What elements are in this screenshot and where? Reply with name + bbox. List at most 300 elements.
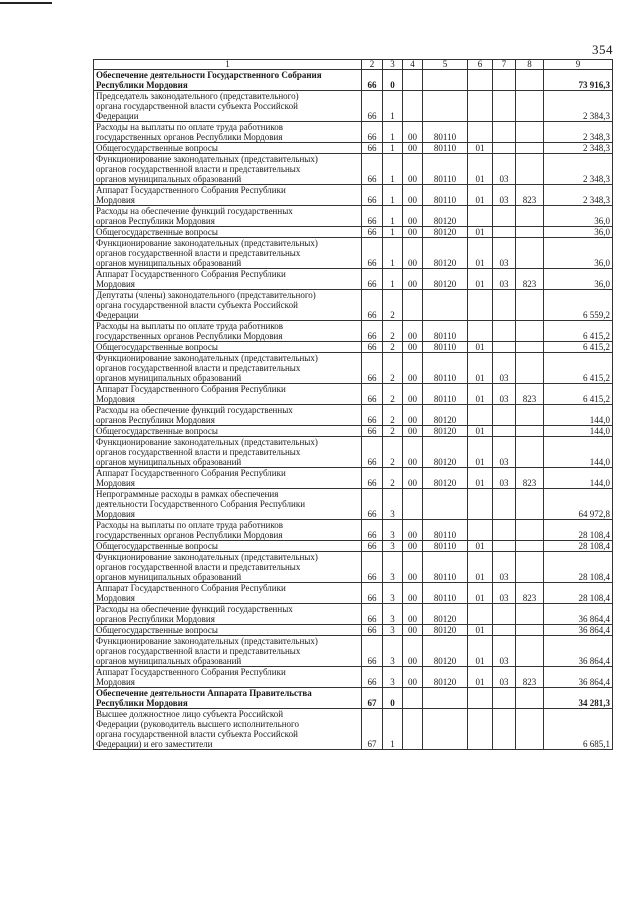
- code-cell-c6: 01: [468, 384, 493, 405]
- description-line: Республики Мордовия: [96, 80, 188, 90]
- code-cell-c7: [493, 290, 516, 321]
- amount-cell: 36,0: [544, 269, 613, 290]
- code-cell-c7: [493, 709, 516, 750]
- code-cell-c4: 00: [403, 405, 423, 426]
- description-line: органов государственной власти и представительных: [96, 447, 301, 457]
- code-cell-c5: 80120: [423, 636, 468, 667]
- code-cell-c4: 00: [403, 667, 423, 688]
- code-cell-c3: 2: [383, 321, 403, 342]
- code-cell-c5: 80120: [423, 667, 468, 688]
- code-cell-c3: 3: [383, 520, 403, 541]
- code-cell-c6: [468, 321, 493, 342]
- code-cell-c4: 00: [403, 185, 423, 206]
- code-cell-c4: [403, 709, 423, 750]
- description-line: органов муниципальных образований: [96, 258, 242, 268]
- code-cell-c8: [516, 437, 544, 468]
- code-cell-c3: 3: [383, 552, 403, 583]
- code-cell-c2: 66: [362, 238, 383, 269]
- amount-cell: 36 864,4: [544, 604, 613, 625]
- row-description: [94, 321, 362, 342]
- code-cell-c8: 823: [516, 384, 544, 405]
- row-description: [94, 625, 362, 636]
- amount-cell: 144,0: [544, 468, 613, 489]
- code-cell-c6: 01: [468, 468, 493, 489]
- amount-cell: 36,0: [544, 206, 613, 227]
- row-description: [94, 269, 362, 290]
- description-line: Непрограммные расходы в рамках обеспечения: [96, 489, 279, 499]
- description-line: Мордовия: [96, 478, 135, 488]
- code-cell-c7: [493, 227, 516, 238]
- code-cell-c5: 80120: [423, 437, 468, 468]
- code-cell-c7: [493, 342, 516, 353]
- code-cell-c8: [516, 426, 544, 437]
- table-row: [94, 122, 613, 143]
- row-description: [94, 636, 362, 667]
- code-cell-c8: [516, 91, 544, 122]
- description-line: государственных органов Республики Мордовия: [96, 331, 283, 341]
- code-cell-c8: 823: [516, 185, 544, 206]
- table-row: [94, 206, 613, 227]
- code-cell-c8: [516, 709, 544, 750]
- code-cell-c2: 66: [362, 636, 383, 667]
- code-cell-c5: 80120: [423, 625, 468, 636]
- code-cell-c7: [493, 143, 516, 154]
- description-line: органов государственной власти и представительных: [96, 164, 301, 174]
- code-cell-c6: [468, 709, 493, 750]
- code-cell-c4: 00: [403, 269, 423, 290]
- row-description: [94, 604, 362, 625]
- code-cell-c3: 1: [383, 206, 403, 227]
- code-cell-c5: 80110: [423, 321, 468, 342]
- amount-cell: 6 415,2: [544, 321, 613, 342]
- header-row: [94, 60, 613, 70]
- code-cell-c8: 823: [516, 269, 544, 290]
- amount-cell: 144,0: [544, 426, 613, 437]
- description-line: Аппарат Государственного Собрания Республики: [96, 384, 286, 394]
- code-cell-c8: [516, 625, 544, 636]
- amount-cell: 28 108,4: [544, 552, 613, 583]
- row-description: [94, 342, 362, 353]
- code-cell-c3: 1: [383, 154, 403, 185]
- row-description: [94, 238, 362, 269]
- description-line: Федерации) и его заместители: [96, 739, 213, 749]
- code-cell-c7: [493, 489, 516, 520]
- code-cell-c3: 3: [383, 636, 403, 667]
- budget-table: [93, 59, 613, 750]
- table-row: [94, 321, 613, 342]
- code-cell-c5: [423, 709, 468, 750]
- description-line: Председатель законодательного (представительного): [96, 91, 299, 101]
- code-cell-c7: [493, 122, 516, 143]
- code-cell-c7: [493, 625, 516, 636]
- code-cell-c5: 80120: [423, 468, 468, 489]
- code-cell-c4: 00: [403, 143, 423, 154]
- code-cell-c8: [516, 154, 544, 185]
- table-row: [94, 238, 613, 269]
- code-cell-c2: 66: [362, 321, 383, 342]
- code-cell-c8: [516, 604, 544, 625]
- table-row: [94, 688, 613, 709]
- amount-cell: 2 384,3: [544, 91, 613, 122]
- description-line: Мордовия: [96, 279, 135, 289]
- description-line: органов муниципальных образований: [96, 572, 242, 582]
- code-cell-c4: 00: [403, 122, 423, 143]
- code-cell-c3: 3: [383, 541, 403, 552]
- code-cell-c3: 1: [383, 269, 403, 290]
- code-cell-c4: 00: [403, 625, 423, 636]
- code-cell-c2: 66: [362, 541, 383, 552]
- code-cell-c2: 66: [362, 227, 383, 238]
- code-cell-c6: [468, 489, 493, 520]
- description-line: Общегосударственные вопросы: [96, 625, 218, 635]
- code-cell-c5: [423, 290, 468, 321]
- table-body: [94, 70, 613, 750]
- code-cell-c2: 66: [362, 185, 383, 206]
- code-cell-c7: [493, 91, 516, 122]
- code-cell-c6: 01: [468, 437, 493, 468]
- amount-cell: 28 108,4: [544, 583, 613, 604]
- table-row: [94, 70, 613, 91]
- code-cell-c6: 01: [468, 353, 493, 384]
- code-cell-c8: [516, 405, 544, 426]
- code-cell-c5: 80120: [423, 604, 468, 625]
- table-row: [94, 154, 613, 185]
- code-cell-c7: 03: [493, 667, 516, 688]
- description-line: Функционирование законодательных (представительных): [96, 437, 318, 447]
- table-row: [94, 552, 613, 583]
- code-cell-c6: [468, 91, 493, 122]
- code-cell-c7: [493, 206, 516, 227]
- code-cell-c5: 80110: [423, 353, 468, 384]
- amount-cell: 36,0: [544, 227, 613, 238]
- code-cell-c4: 00: [403, 520, 423, 541]
- row-description: [94, 290, 362, 321]
- table-row: [94, 583, 613, 604]
- code-cell-c3: 1: [383, 227, 403, 238]
- description-line: Расходы на выплаты по оплате труда работников: [96, 122, 283, 132]
- code-cell-c5: [423, 91, 468, 122]
- code-cell-c6: [468, 520, 493, 541]
- code-cell-c3: 2: [383, 384, 403, 405]
- row-description: [94, 122, 362, 143]
- row-description: [94, 154, 362, 185]
- code-cell-c4: [403, 290, 423, 321]
- code-cell-c7: [493, 405, 516, 426]
- code-cell-c4: 00: [403, 342, 423, 353]
- code-cell-c3: 3: [383, 583, 403, 604]
- code-cell-c3: 3: [383, 489, 403, 520]
- code-cell-c2: 66: [362, 405, 383, 426]
- amount-cell: 73 916,3: [544, 70, 613, 91]
- amount-cell: 2 348,3: [544, 122, 613, 143]
- header-cell: 1: [94, 60, 362, 70]
- code-cell-c5: 80110: [423, 541, 468, 552]
- description-line: Общегосударственные вопросы: [96, 143, 218, 153]
- table-row: [94, 91, 613, 122]
- code-cell-c7: [493, 604, 516, 625]
- page-number: 354: [592, 42, 613, 57]
- code-cell-c4: [403, 91, 423, 122]
- description-line: Федерации: [96, 310, 139, 320]
- code-cell-c2: 66: [362, 206, 383, 227]
- code-cell-c4: 00: [403, 384, 423, 405]
- code-cell-c4: 00: [403, 468, 423, 489]
- header-cell: 4: [403, 60, 423, 70]
- code-cell-c4: 00: [403, 426, 423, 437]
- header-cell: 3: [383, 60, 403, 70]
- description-line: органов государственной власти и представительных: [96, 248, 301, 258]
- description-line: органов муниципальных образований: [96, 457, 242, 467]
- description-line: Федерации: [96, 111, 139, 121]
- description-line: Республики Мордовия: [96, 698, 188, 708]
- code-cell-c2: 66: [362, 667, 383, 688]
- code-cell-c6: 01: [468, 636, 493, 667]
- code-cell-c8: [516, 238, 544, 269]
- code-cell-c6: 01: [468, 154, 493, 185]
- amount-cell: 2 348,3: [544, 154, 613, 185]
- description-line: Аппарат Государственного Собрания Республики: [96, 583, 286, 593]
- description-line: деятельности Государственного Собрания Республики: [96, 499, 306, 509]
- code-cell-c7: [493, 541, 516, 552]
- code-cell-c7: 03: [493, 185, 516, 206]
- code-cell-c4: [403, 688, 423, 709]
- description-line: органов Республики Мордовия: [96, 415, 215, 425]
- code-cell-c6: 01: [468, 143, 493, 154]
- code-cell-c8: [516, 321, 544, 342]
- code-cell-c4: 00: [403, 583, 423, 604]
- code-cell-c8: [516, 290, 544, 321]
- row-description: [94, 143, 362, 154]
- code-cell-c3: 3: [383, 604, 403, 625]
- amount-cell: 6 415,2: [544, 342, 613, 353]
- row-description: [94, 709, 362, 750]
- code-cell-c2: 66: [362, 489, 383, 520]
- table-row: [94, 185, 613, 206]
- code-cell-c7: 03: [493, 636, 516, 667]
- code-cell-c4: [403, 70, 423, 91]
- amount-cell: 6 559,2: [544, 290, 613, 321]
- code-cell-c5: 80110: [423, 552, 468, 583]
- row-description: [94, 489, 362, 520]
- amount-cell: 36 864,4: [544, 625, 613, 636]
- code-cell-c6: [468, 604, 493, 625]
- description-line: органов муниципальных образований: [96, 174, 242, 184]
- code-cell-c3: 1: [383, 143, 403, 154]
- code-cell-c8: [516, 520, 544, 541]
- description-line: Общегосударственные вопросы: [96, 227, 218, 237]
- code-cell-c3: 1: [383, 91, 403, 122]
- row-description: [94, 405, 362, 426]
- code-cell-c2: 66: [362, 154, 383, 185]
- row-description: [94, 426, 362, 437]
- code-cell-c7: [493, 688, 516, 709]
- amount-cell: 34 281,3: [544, 688, 613, 709]
- amount-cell: 144,0: [544, 405, 613, 426]
- code-cell-c7: [493, 426, 516, 437]
- description-line: Функционирование законодательных (представительных): [96, 238, 318, 248]
- code-cell-c8: [516, 353, 544, 384]
- code-cell-c2: 66: [362, 468, 383, 489]
- code-cell-c3: 2: [383, 426, 403, 437]
- code-cell-c8: [516, 688, 544, 709]
- row-description: [94, 185, 362, 206]
- code-cell-c7: 03: [493, 154, 516, 185]
- table-row: [94, 143, 613, 154]
- description-line: Функционирование законодательных (представительных): [96, 552, 318, 562]
- description-line: Федерации (руководитель высшего исполнительного: [96, 719, 300, 729]
- code-cell-c8: 823: [516, 667, 544, 688]
- description-line: Функционирование законодательных (представительных): [96, 636, 318, 646]
- code-cell-c2: 66: [362, 143, 383, 154]
- code-cell-c8: [516, 143, 544, 154]
- row-description: [94, 206, 362, 227]
- code-cell-c4: 00: [403, 437, 423, 468]
- code-cell-c6: [468, 405, 493, 426]
- code-cell-c5: [423, 70, 468, 91]
- header-cell: 8: [516, 60, 544, 70]
- code-cell-c2: 66: [362, 552, 383, 583]
- table-row: [94, 342, 613, 353]
- description-line: Мордовия: [96, 509, 135, 519]
- row-description: [94, 541, 362, 552]
- code-cell-c8: [516, 122, 544, 143]
- code-cell-c5: 80120: [423, 426, 468, 437]
- code-cell-c2: 66: [362, 437, 383, 468]
- code-cell-c5: [423, 489, 468, 520]
- description-line: Обеспечение деятельности Аппарата Правительства: [96, 688, 312, 698]
- description-line: государственных органов Республики Мордовия: [96, 530, 283, 540]
- description-line: Общегосударственные вопросы: [96, 342, 218, 352]
- row-description: [94, 667, 362, 688]
- code-cell-c3: 3: [383, 667, 403, 688]
- amount-cell: 64 972,8: [544, 489, 613, 520]
- code-cell-c5: 80110: [423, 122, 468, 143]
- code-cell-c5: 80110: [423, 520, 468, 541]
- amount-cell: 28 108,4: [544, 541, 613, 552]
- code-cell-c5: 80120: [423, 206, 468, 227]
- table-row: [94, 667, 613, 688]
- code-cell-c3: 0: [383, 70, 403, 91]
- table-row: [94, 604, 613, 625]
- description-line: Расходы на обеспечение функций государственных: [96, 405, 293, 415]
- table-row: [94, 290, 613, 321]
- amount-cell: 6 415,2: [544, 384, 613, 405]
- code-cell-c2: 66: [362, 269, 383, 290]
- amount-cell: 6 415,2: [544, 353, 613, 384]
- code-cell-c6: 01: [468, 583, 493, 604]
- row-description: [94, 437, 362, 468]
- description-line: Расходы на обеспечение функций государственных: [96, 206, 293, 216]
- table-row: [94, 405, 613, 426]
- description-line: органов муниципальных образований: [96, 373, 242, 383]
- code-cell-c8: [516, 227, 544, 238]
- code-cell-c5: 80110: [423, 583, 468, 604]
- code-cell-c2: 66: [362, 625, 383, 636]
- code-cell-c3: 2: [383, 437, 403, 468]
- code-cell-c6: 01: [468, 667, 493, 688]
- description-line: Мордовия: [96, 195, 135, 205]
- header-cell: 6: [468, 60, 493, 70]
- description-line: органов Республики Мордовия: [96, 614, 215, 624]
- code-cell-c3: 3: [383, 625, 403, 636]
- table-row: [94, 426, 613, 437]
- row-description: [94, 353, 362, 384]
- table-row: [94, 437, 613, 468]
- code-cell-c8: [516, 489, 544, 520]
- code-cell-c2: 67: [362, 688, 383, 709]
- description-line: Функционирование законодательных (представительных): [96, 154, 318, 164]
- code-cell-c2: 66: [362, 583, 383, 604]
- code-cell-c4: 00: [403, 321, 423, 342]
- description-line: государственных органов Республики Мордовия: [96, 132, 283, 142]
- code-cell-c7: 03: [493, 269, 516, 290]
- code-cell-c7: [493, 321, 516, 342]
- row-description: [94, 468, 362, 489]
- code-cell-c3: 2: [383, 353, 403, 384]
- description-line: Обеспечение деятельности Государственного Собрания: [96, 70, 322, 80]
- code-cell-c6: [468, 290, 493, 321]
- table-row: [94, 541, 613, 552]
- code-cell-c4: 00: [403, 154, 423, 185]
- description-line: Мордовия: [96, 677, 135, 687]
- description-line: Аппарат Государственного Собрания Республики: [96, 185, 286, 195]
- amount-cell: 2 348,3: [544, 143, 613, 154]
- code-cell-c2: 66: [362, 384, 383, 405]
- amount-cell: 36 864,4: [544, 636, 613, 667]
- description-line: Мордовия: [96, 593, 135, 603]
- code-cell-c4: 00: [403, 353, 423, 384]
- row-description: [94, 227, 362, 238]
- code-cell-c4: [403, 489, 423, 520]
- code-cell-c5: 80120: [423, 238, 468, 269]
- scan-edge-mark: [0, 2, 52, 4]
- amount-cell: 36 864,4: [544, 667, 613, 688]
- table-row: [94, 520, 613, 541]
- description-line: органов государственной власти и представительных: [96, 646, 301, 656]
- description-line: Мордовия: [96, 394, 135, 404]
- code-cell-c2: 66: [362, 70, 383, 91]
- row-description: [94, 91, 362, 122]
- code-cell-c3: 2: [383, 342, 403, 353]
- code-cell-c4: 00: [403, 541, 423, 552]
- code-cell-c7: 03: [493, 468, 516, 489]
- code-cell-c6: [468, 206, 493, 227]
- table-row: [94, 384, 613, 405]
- code-cell-c6: [468, 688, 493, 709]
- code-cell-c6: 01: [468, 625, 493, 636]
- code-cell-c3: 2: [383, 290, 403, 321]
- amount-cell: 144,0: [544, 437, 613, 468]
- code-cell-c2: 67: [362, 709, 383, 750]
- description-line: Высшее должностное лицо субъекта Российской: [96, 709, 284, 719]
- code-cell-c8: 823: [516, 583, 544, 604]
- code-cell-c2: 66: [362, 122, 383, 143]
- code-cell-c6: [468, 122, 493, 143]
- code-cell-c7: 03: [493, 437, 516, 468]
- code-cell-c5: 80120: [423, 405, 468, 426]
- code-cell-c4: 00: [403, 206, 423, 227]
- code-cell-c5: 80120: [423, 227, 468, 238]
- code-cell-c6: 01: [468, 552, 493, 583]
- table-row: [94, 709, 613, 750]
- description-line: Аппарат Государственного Собрания Республики: [96, 667, 286, 677]
- table-row: [94, 269, 613, 290]
- description-line: Общегосударственные вопросы: [96, 541, 218, 551]
- code-cell-c4: 00: [403, 604, 423, 625]
- code-cell-c6: 01: [468, 426, 493, 437]
- code-cell-c8: [516, 636, 544, 667]
- code-cell-c4: 00: [403, 552, 423, 583]
